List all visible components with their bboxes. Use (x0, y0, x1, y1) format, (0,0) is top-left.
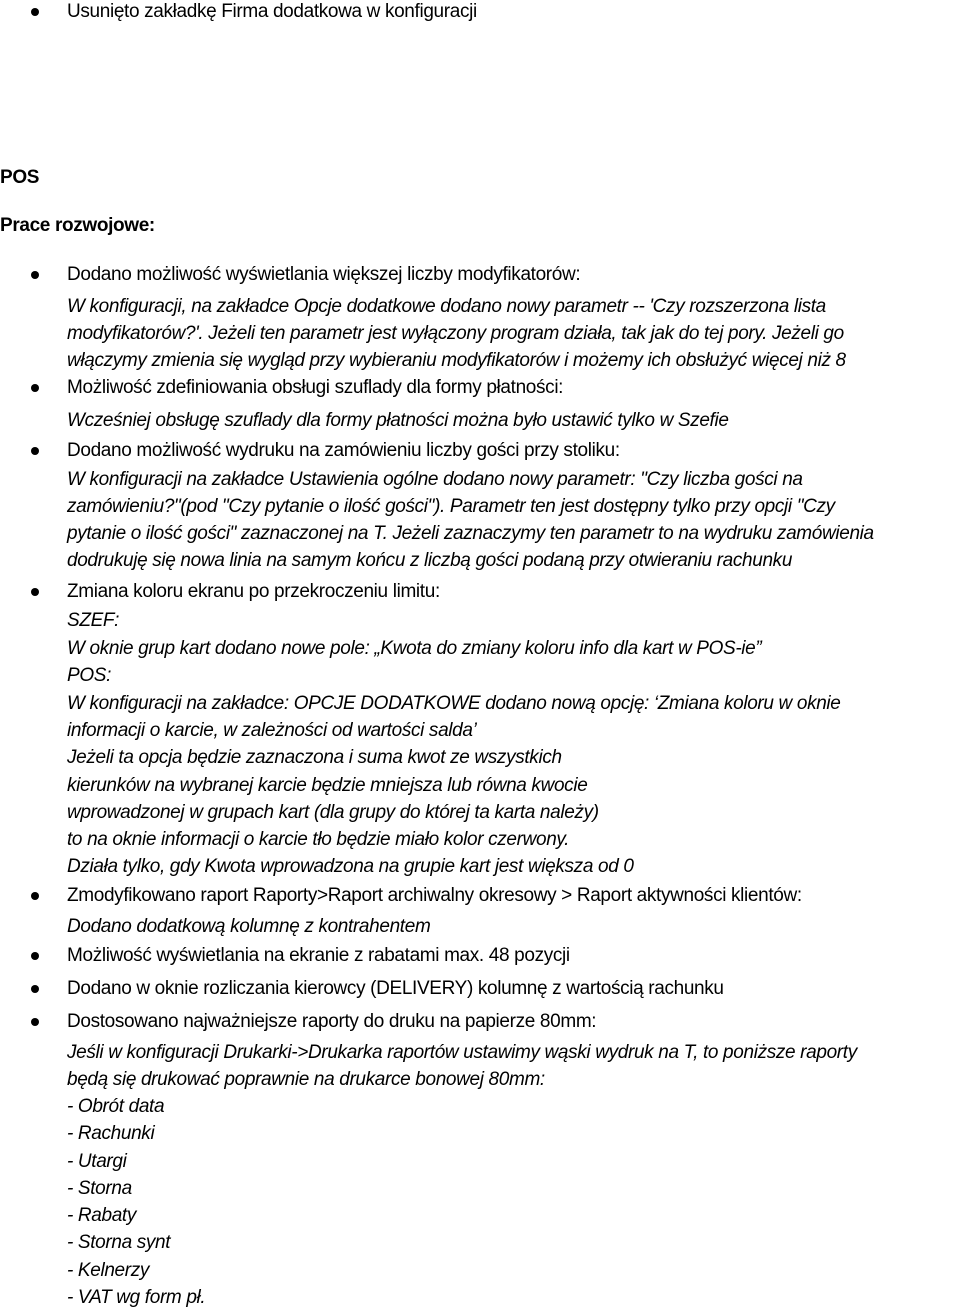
bullet-icon (31, 384, 39, 392)
list-item-detail: - Rabaty (67, 1205, 137, 1226)
list-item-detail: W konfiguracji, na zakładce Opcje dodatkowe dodano nowy parametr -- 'Czy rozszerzona lista (67, 296, 826, 317)
bullet-icon (31, 271, 39, 279)
bullet-icon (31, 892, 39, 900)
list-item-detail: - Storna (67, 1178, 132, 1199)
list-item-detail: Jeśli w konfiguracji Drukarki->Drukarka raportów ustawimy wąski wydruk na T, to poniższe raporty (67, 1042, 857, 1063)
bullet-icon (31, 8, 39, 16)
list-item-detail: - Utargi (67, 1151, 127, 1172)
section-title: POS (0, 167, 40, 188)
bullet-icon (31, 588, 39, 596)
list-item-title: Możliwość wyświetlania na ekranie z rabatami max. 48 pozycji (67, 945, 570, 966)
list-item-detail: wprowadzonej w grupach kart (dla grupy do której ta karta należy) (67, 802, 599, 823)
top-item: Usunięto zakładkę Firma dodatkowa w konfiguracji (67, 1, 477, 22)
list-item-detail: W konfiguracji na zakładce Ustawienia ogólne dodano nowy parametr: "Czy liczba gości na (67, 469, 803, 490)
list-item-detail: zamówieniu?"(pod "Czy pytanie o ilość gości"). Parametr ten jest dostępny tylko przy opcji "Czy (67, 496, 835, 517)
list-item-detail: Jeżeli ta opcja będzie zaznaczona i suma kwot ze wszystkich (67, 747, 562, 768)
bullet-icon (31, 985, 39, 993)
subsection-title: Prace rozwojowe: (0, 215, 155, 236)
list-item-detail: pytanie o ilość gości" zaznaczonej na T. Jeżeli zaznaczymy ten parametr to na wydruku zamówienia (67, 523, 874, 544)
list-item-detail: dodrukuję się nowa linia na samym końcu z liczbą gości podaną przy otwieraniu rachunku (67, 550, 793, 571)
list-item-detail: - VAT wg form pł. (67, 1287, 206, 1308)
list-item-detail: Dodano dodatkową kolumnę z kontrahentem (67, 916, 431, 937)
bullet-icon (31, 1018, 39, 1026)
list-item-detail: - Rachunki (67, 1123, 155, 1144)
list-item-detail: W konfiguracji na zakładce: OPCJE DODATKOWE dodano nową opcję: ‘Zmiana koloru w oknie (67, 693, 841, 714)
list-item-detail: POS: (67, 665, 112, 686)
list-item-title: Zmiana koloru ekranu po przekroczeniu limitu: (67, 581, 440, 602)
list-item-detail: - Storna synt (67, 1232, 171, 1253)
list-item-detail: W oknie grup kart dodano nowe pole: „Kwota do zmiany koloru info dla kart w POS-ie” (67, 638, 762, 659)
list-item-detail: to na oknie informacji o karcie tło będzie miało kolor czerwony. (67, 829, 570, 850)
list-item-title: Możliwość zdefiniowania obsługi szuflady dla formy płatności: (67, 377, 564, 398)
list-item-title: Dodano w oknie rozliczania kierowcy (DELIVERY) kolumnę z wartością rachunku (67, 978, 724, 999)
list-item-title: Dodano możliwość wyświetlania większej liczby modyfikatorów: (67, 264, 581, 285)
list-item-detail: Działa tylko, gdy Kwota wprowadzona na grupie kart jest większa od 0 (67, 856, 634, 877)
list-item-detail: modyfikatorów?'. Jeżeli ten parametr jest wyłączony program działa, tak jak do tej pory. Jeżeli go (67, 323, 844, 344)
bullet-icon (31, 952, 39, 960)
list-item-detail: Wcześniej obsługę szuflady dla formy płatności można było ustawić tylko w Szefie (67, 410, 729, 431)
list-item-title: Zmodyfikowano raport Raporty>Raport archiwalny okresowy > Raport aktywności klientów: (67, 885, 802, 906)
list-item-detail: - Kelnerzy (67, 1260, 150, 1281)
list-item-detail: informacji o karcie, w zależności od wartości salda’ (67, 720, 477, 741)
bullet-icon (31, 447, 39, 455)
list-item-title: Dostosowano najważniejsze raporty do druku na papierze 80mm: (67, 1011, 597, 1032)
list-item-title: Dodano możliwość wydruku na zamówieniu liczby gości przy stoliku: (67, 440, 620, 461)
list-item-detail: będą się drukować poprawnie na drukarce bonowej 80mm: (67, 1069, 545, 1090)
list-item-detail: kierunków na wybranej karcie będzie mniejsza lub równa kwocie (67, 775, 588, 796)
list-item-detail: - Obrót data (67, 1096, 165, 1117)
list-item-detail: włączymy zmienia się wygląd przy wybieraniu modyfikatorów i możemy ich obsłużyć więcej niż 8 (67, 350, 846, 371)
list-item-detail: SZEF: (67, 610, 120, 631)
